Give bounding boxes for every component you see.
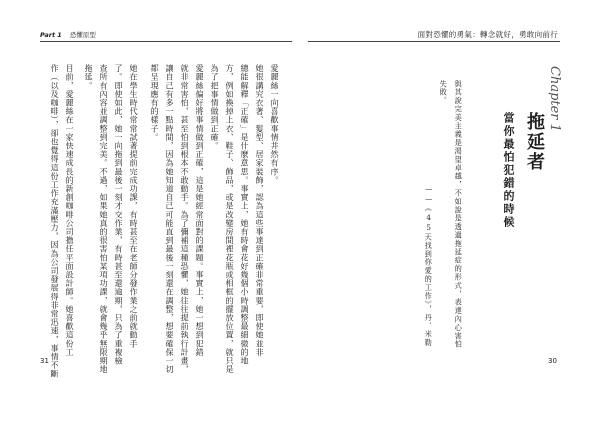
epigraph-line: 失敗。	[439, 80, 449, 106]
body-column: 讓自己有多一點時間，因為她知道自己可能直到最後一刻還在調整，想要確保一切	[165, 64, 176, 374]
body-column: 拖延。	[84, 64, 95, 90]
body-column: 作（以及咖啡），卻也覺得這份工作充滿壓力，因為公司發展得非常迅速，事情不斷	[50, 64, 61, 379]
body-column: 方，例如換掉上衣、鞋子、飾品，或是改變房間裡花瓶或相框的擺放位置，就只是	[225, 64, 236, 374]
part-label: Part 1	[40, 31, 62, 39]
header-rule-left	[40, 41, 292, 42]
part-title: 恐懼原型	[69, 31, 96, 39]
chapter-label: Chapter 1	[547, 66, 562, 132]
chapter-subtitle: 當你最怕犯錯的時候	[502, 112, 515, 229]
body-column: 就非常害怕，甚至怕到根本不敢動手。為了彌補這種恐懼，她往往提前執行計畫，	[180, 64, 191, 374]
body-column: 為了把事情做到正確。	[210, 64, 221, 150]
left-page-number: 31	[40, 357, 49, 365]
book-title-header: 面對恐懼的勇氣：轉念就好，勇敢向前行	[417, 30, 558, 39]
chapter-title: 拖延者	[524, 112, 545, 172]
body-column: 愛麗絲一向喜歡事情井然有序。	[270, 64, 281, 185]
body-column: 愛麗絲偏好將事情做到正確，這是她經常面對的課題。事實上，她一想到犯錯	[195, 64, 206, 357]
epigraph-source: ——《45天找到你愛的工作》，丹．米勒	[424, 184, 434, 348]
body-column: 都呈現應有的樣子。	[150, 64, 161, 142]
body-column: 總能解釋「正確」是什麼意思。事實上，她有時會花好幾個小時調整最細微的地	[240, 64, 251, 365]
body-column: 查所有內容並調整到完美。不過，如果她真的很害怕某項功課，就會幾乎無限期地	[99, 64, 110, 374]
right-page-number: 30	[548, 357, 557, 365]
body-column: 了。即使如此，她一向拖到最後一刻才交作業，有時甚至還逾期，只為了重複檢	[114, 64, 125, 365]
body-column: 目前，愛麗絲在一家快速成長的新創咖啡公司擔任平面設計師。她喜歡這份工	[65, 64, 76, 357]
body-column: 她很講究衣著、髮型、居家裝飾，認為這些事達到正確非常重要，即使她並非	[255, 64, 266, 357]
body-column: 她在學生時代常常試著提前完成功課，有時甚至在老師分發作業之前就動手	[129, 64, 140, 348]
header-rule-right	[308, 41, 560, 42]
epigraph-line: 與其說完美主義是渴望卓越，不如說是透過拖延症的形式，表達內心害怕	[454, 80, 464, 349]
left-running-header	[40, 30, 96, 39]
